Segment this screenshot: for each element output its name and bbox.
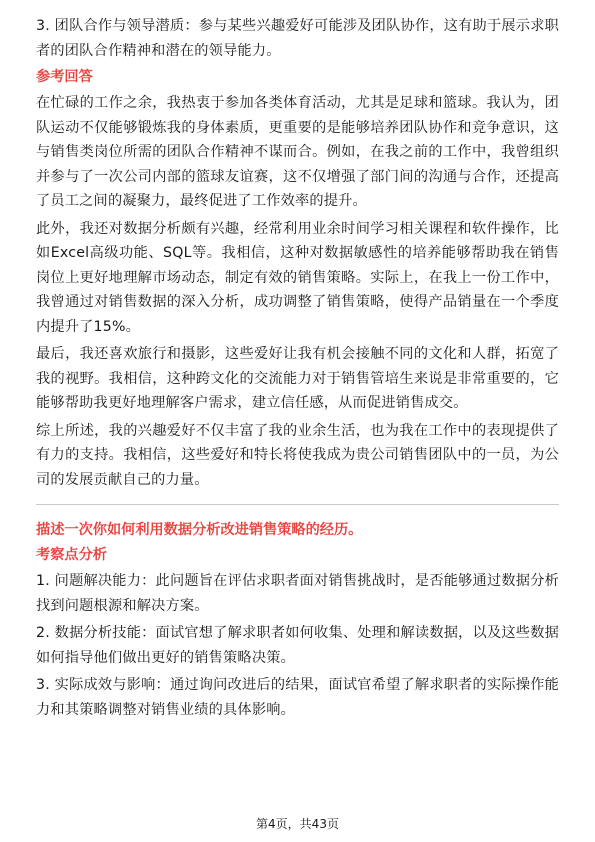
answer-paragraph: 在忙碌的工作之余，我热衷于参加各类体育活动，尤其是足球和篮球。我认为，团队运动不仅能够锻炼我的身体素质，更重要的是能够培养团队协作和竞争意识，这与销售类岗位所需的团队合作精神不谋而合。例如，在我之前的工作中，我曾组织并参与了一次公司内部的篮球友谊赛，这不仅增强了部门间的沟通与合作，还提高了员工之间的凝聚力，最终促进了工作效率的提升。 [36, 95, 559, 209]
analysis-heading: 考察点分析 [36, 547, 107, 563]
intro-paragraph: 3. 团队合作与领导潜质：参与某些兴趣爱好可能涉及团队协作，这有助于展示求职者的团队合作精神和潜在的领导能力。 [36, 18, 559, 59]
document-page [36, 14, 559, 725]
page-number: 第4页，共43页 [256, 817, 339, 831]
answer-paragraph: 综上所述，我的兴趣爱好不仅丰富了我的业余生活，也为我在工作中的表现提供了有力的支持。我相信，这些爱好和特长将使我成为贵公司销售团队中的一员，为公司的发展贡献自己的力量。 [36, 422, 559, 488]
analysis-point: 1. 问题解决能力：此问题旨在评估求职者面对销售挑战时，是否能够通过数据分析找到问题根源和解决方案。 [36, 573, 559, 614]
analysis-point: 2. 数据分析技能：面试官想了解求职者如何收集、处理和解读数据，以及这些数据如何指导他们做出更好的销售策略决策。 [36, 625, 559, 666]
section-divider [36, 504, 559, 505]
analysis-point: 3. 实际成效与影响：通过询问改进后的结果，面试官希望了解求职者的实际操作能力和其策略调整对销售业绩的具体影响。 [36, 677, 559, 718]
reference-answer-heading: 参考回答 [36, 69, 93, 85]
answer-paragraph: 此外，我还对数据分析颇有兴趣，经常利用业余时间学习相关课程和软件操作，比如Excel高级功能、SQL等。我相信，这种对数据敏感性的培养能够帮助我在销售岗位上更好地理解市场动态，制定有效的销售策略。实际上，在我上一份工作中，我曾通过对销售数据的深入分析，成功调整了销售策略，使得产品销量在一个季度内提升了15%。 [36, 220, 559, 335]
question-heading: 描述一次你如何利用数据分析改进销售策略的经历。 [36, 522, 363, 538]
answer-paragraph: 最后，我还喜欢旅行和摄影，这些爱好让我有机会接触不同的文化和人群，拓宽了我的视野。我相信，这种跨文化的交流能力对于销售管培生来说是非常重要的，它能够帮助我更好地理解客户需求，建立信任感，从而促进销售成交。 [36, 346, 559, 411]
